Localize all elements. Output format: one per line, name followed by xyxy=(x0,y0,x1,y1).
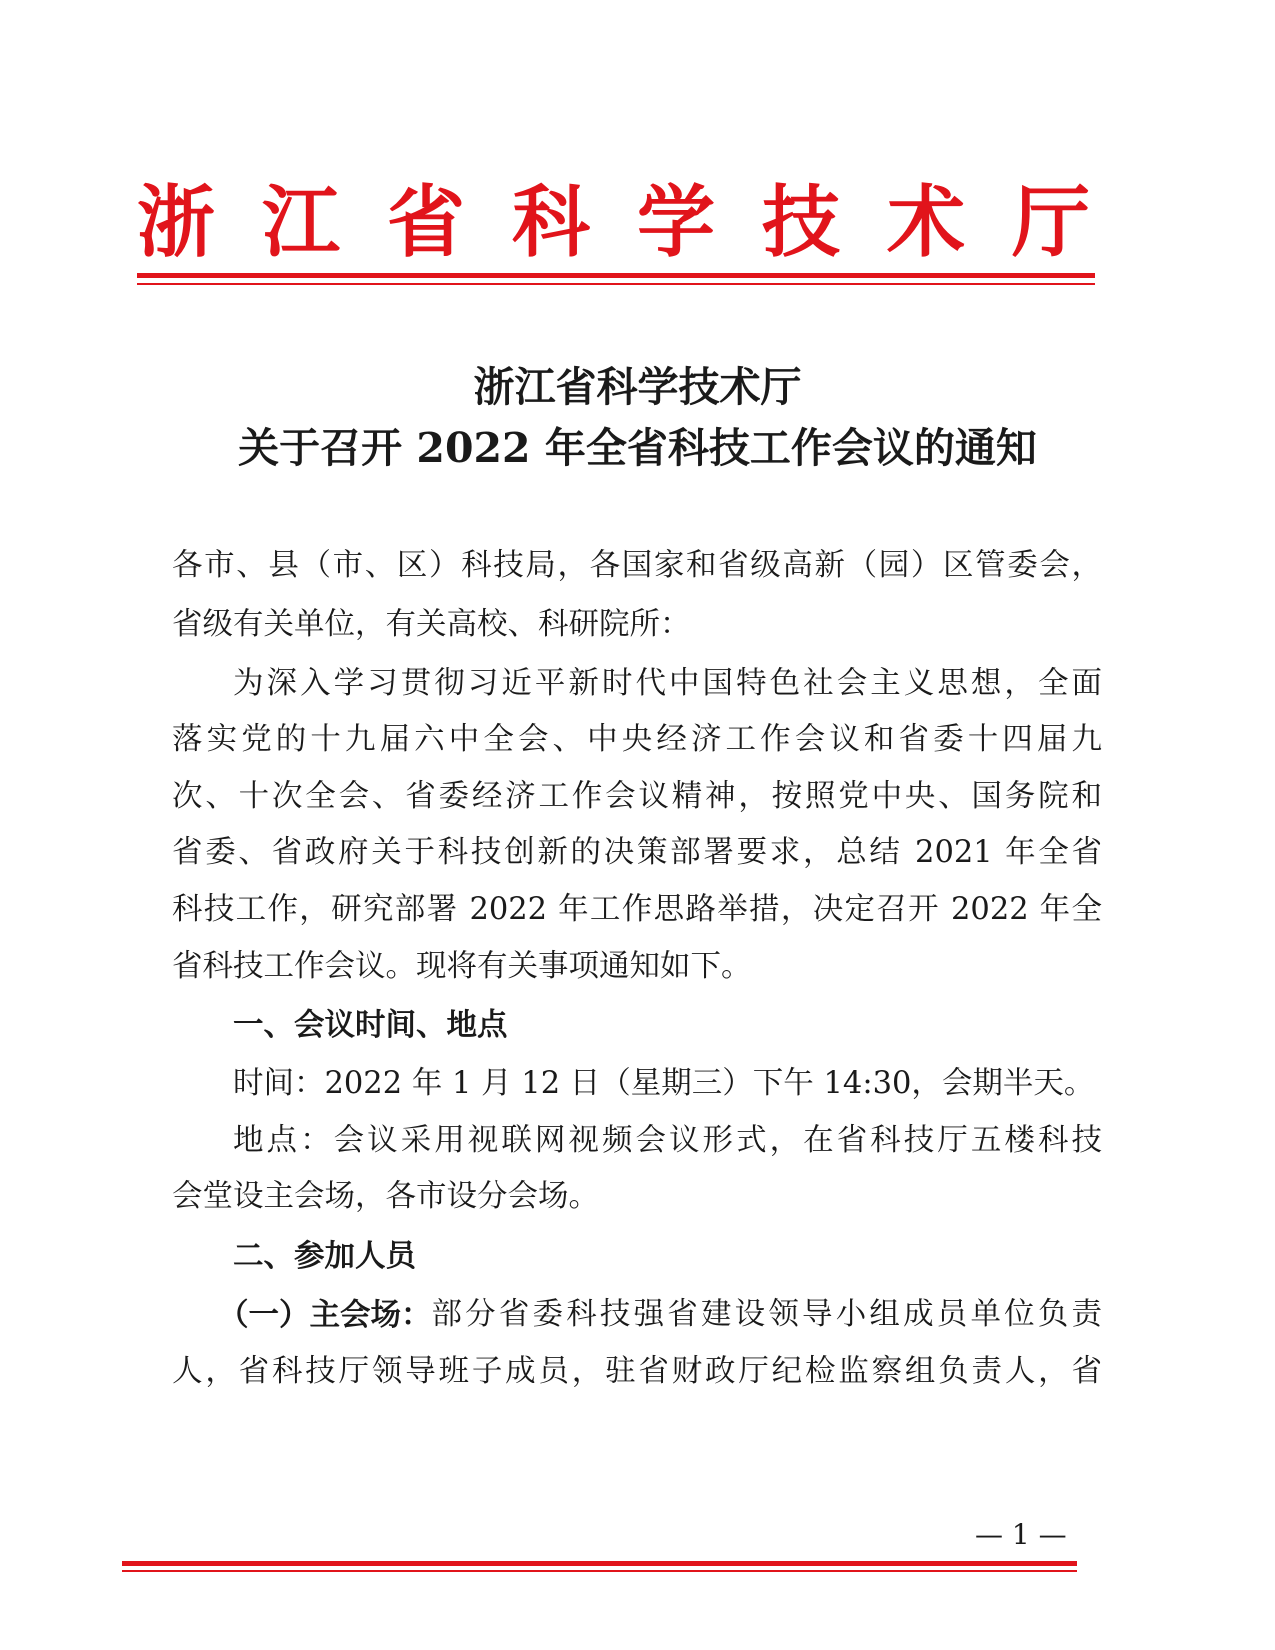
intro-paragraph-line: 为深入学习贯彻习近平新时代中国特色社会主义思想，全面 xyxy=(233,666,1102,701)
letterhead-char: 学 xyxy=(637,177,716,268)
footer-rule-thick xyxy=(122,1561,1077,1566)
attendee-main-venue-line: 人，省科技厅领导班子成员，驻省财政厅纪检监察组负责人，省 xyxy=(172,1354,1102,1389)
page-number: — 1 — xyxy=(975,1518,1067,1551)
subsection-text: 部分省委科技强省建设领导小组成员单位负责 xyxy=(431,1297,1102,1332)
intro-paragraph-line: 省委、省政府关于科技创新的决策部署要求，总结 2021 年全省 xyxy=(172,835,1102,870)
intro-paragraph-line: 落实党的十九届六中全会、中央经济工作会议和省委十四届九 xyxy=(172,722,1102,757)
letterhead-rule-thin xyxy=(137,283,1095,285)
meeting-place-line: 会堂设主会场，各市设分会场。 xyxy=(172,1179,599,1214)
document-title-line1: 浙江省科学技术厅 xyxy=(473,363,802,411)
document-title-line2: 关于召开 2022 年全省科技工作会议的通知 xyxy=(238,424,1037,472)
letterhead-char: 科 xyxy=(512,177,591,268)
letterhead-char: 浙 xyxy=(137,177,216,268)
letterhead-rule-thick xyxy=(137,273,1095,278)
letterhead-char: 厅 xyxy=(1012,177,1091,268)
meeting-time: 时间：2022 年 1 月 12 日（星期三）下午 14:30，会期半天。 xyxy=(233,1066,1095,1101)
footer-rule-thin xyxy=(122,1570,1077,1572)
letterhead-title xyxy=(137,178,1097,268)
meeting-place-line: 地点：会议采用视联网视频会议形式，在省科技厅五楼科技 xyxy=(233,1123,1102,1158)
intro-paragraph-line: 省科技工作会议。现将有关事项通知如下。 xyxy=(172,949,752,984)
letterhead-char: 省 xyxy=(387,177,466,268)
attendee-main-venue-line xyxy=(218,1295,1102,1335)
addressee-line: 省级有关单位，有关高校、科研院所： xyxy=(172,607,691,642)
letterhead-char: 技 xyxy=(762,177,841,268)
letterhead-char: 江 xyxy=(262,177,341,268)
subsection-label: （一）主会场： xyxy=(218,1297,432,1333)
addressee-line: 各市、县（市、区）科技局，各国家和省级高新（园）区管委会， xyxy=(172,548,1102,583)
section-heading: 二、参加人员 xyxy=(233,1238,416,1274)
letterhead-char: 术 xyxy=(887,177,966,268)
section-heading: 一、会议时间、地点 xyxy=(233,1007,508,1043)
intro-paragraph-line: 科技工作，研究部署 2022 年工作思路举措，决定召开 2022 年全 xyxy=(172,892,1102,927)
intro-paragraph-line: 次、十次全会、省委经济工作会议精神，按照党中央、国务院和 xyxy=(172,779,1102,814)
